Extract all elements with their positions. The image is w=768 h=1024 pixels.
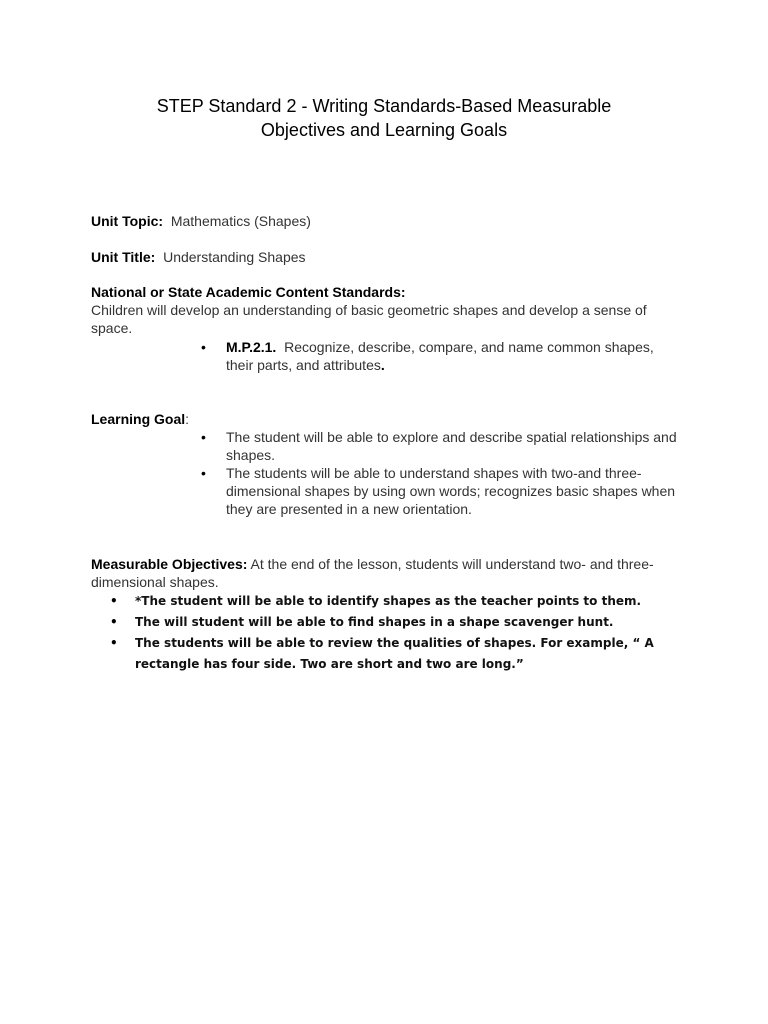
objective-text: *The student will be able to identify shapes as the teacher points to them. [135,594,642,608]
bullet-icon: • [201,339,206,355]
title-line-1: STEP Standard 2 - Writing Standards-Based Measurable [156,96,612,116]
learning-goal-list [201,428,681,518]
unit-topic [91,212,311,230]
content-standards [91,283,691,337]
list-item [201,338,661,374]
bullet-icon: • [110,615,118,629]
objective-text: The will student will be able to find shapes in a shape scavenger hunt. [135,615,614,629]
standard-code: M.P.2.1. [226,339,277,355]
measurable-objectives-label: Measurable Objectives: [91,556,248,572]
bullet-icon: • [201,429,206,445]
standard-text: Recognize, describe, compare, and name common shapes, their parts, and attributes [226,339,654,373]
learning-goal-text: The students will be able to understand shapes with two-and three-dimensional shapes by using own words; recognizes basic shapes when they are presented in a new orientation. [226,465,676,517]
bullet-icon: • [110,594,118,608]
measurable-objectives [91,555,691,591]
learning-goal-label: Learning Goal [91,411,186,427]
list-item [110,591,670,612]
list-item [201,428,681,464]
learning-goal-text: The student will be able to explore and describe spatial relationships and shapes. [226,429,677,463]
measurable-objectives-intro: At the end of the lesson, students will understand two- and three- dimensional shapes. [91,556,654,590]
content-standards-description: Children will develop an understanding of basic geometric shapes and develop a sense of space. [91,302,647,336]
list-item [110,612,670,633]
standards-list [201,338,661,374]
bullet-icon: • [110,636,118,650]
learning-goal-heading [91,410,189,428]
bullet-icon: • [201,465,206,481]
unit-topic-value: Mathematics (Shapes) [170,213,311,229]
learning-goal-colon: : [185,411,190,427]
title-line-2: Objectives and Learning Goals [260,120,508,140]
objectives-list [110,591,670,675]
objective-text: The students will be able to review the qualities of shapes. For example, “ A rectangle has four side. Two are short and two are long.” [135,636,654,671]
list-item [110,633,670,675]
unit-topic-label: Unit Topic: [91,213,164,229]
content-standards-label: National or State Academic Content Standards: [91,284,406,300]
standard-end: . [380,357,385,373]
document-title [84,94,684,142]
unit-title-label: Unit Title: [91,249,156,265]
unit-title [91,248,306,266]
unit-title-value: Understanding Shapes [163,249,306,265]
list-item [201,464,681,518]
